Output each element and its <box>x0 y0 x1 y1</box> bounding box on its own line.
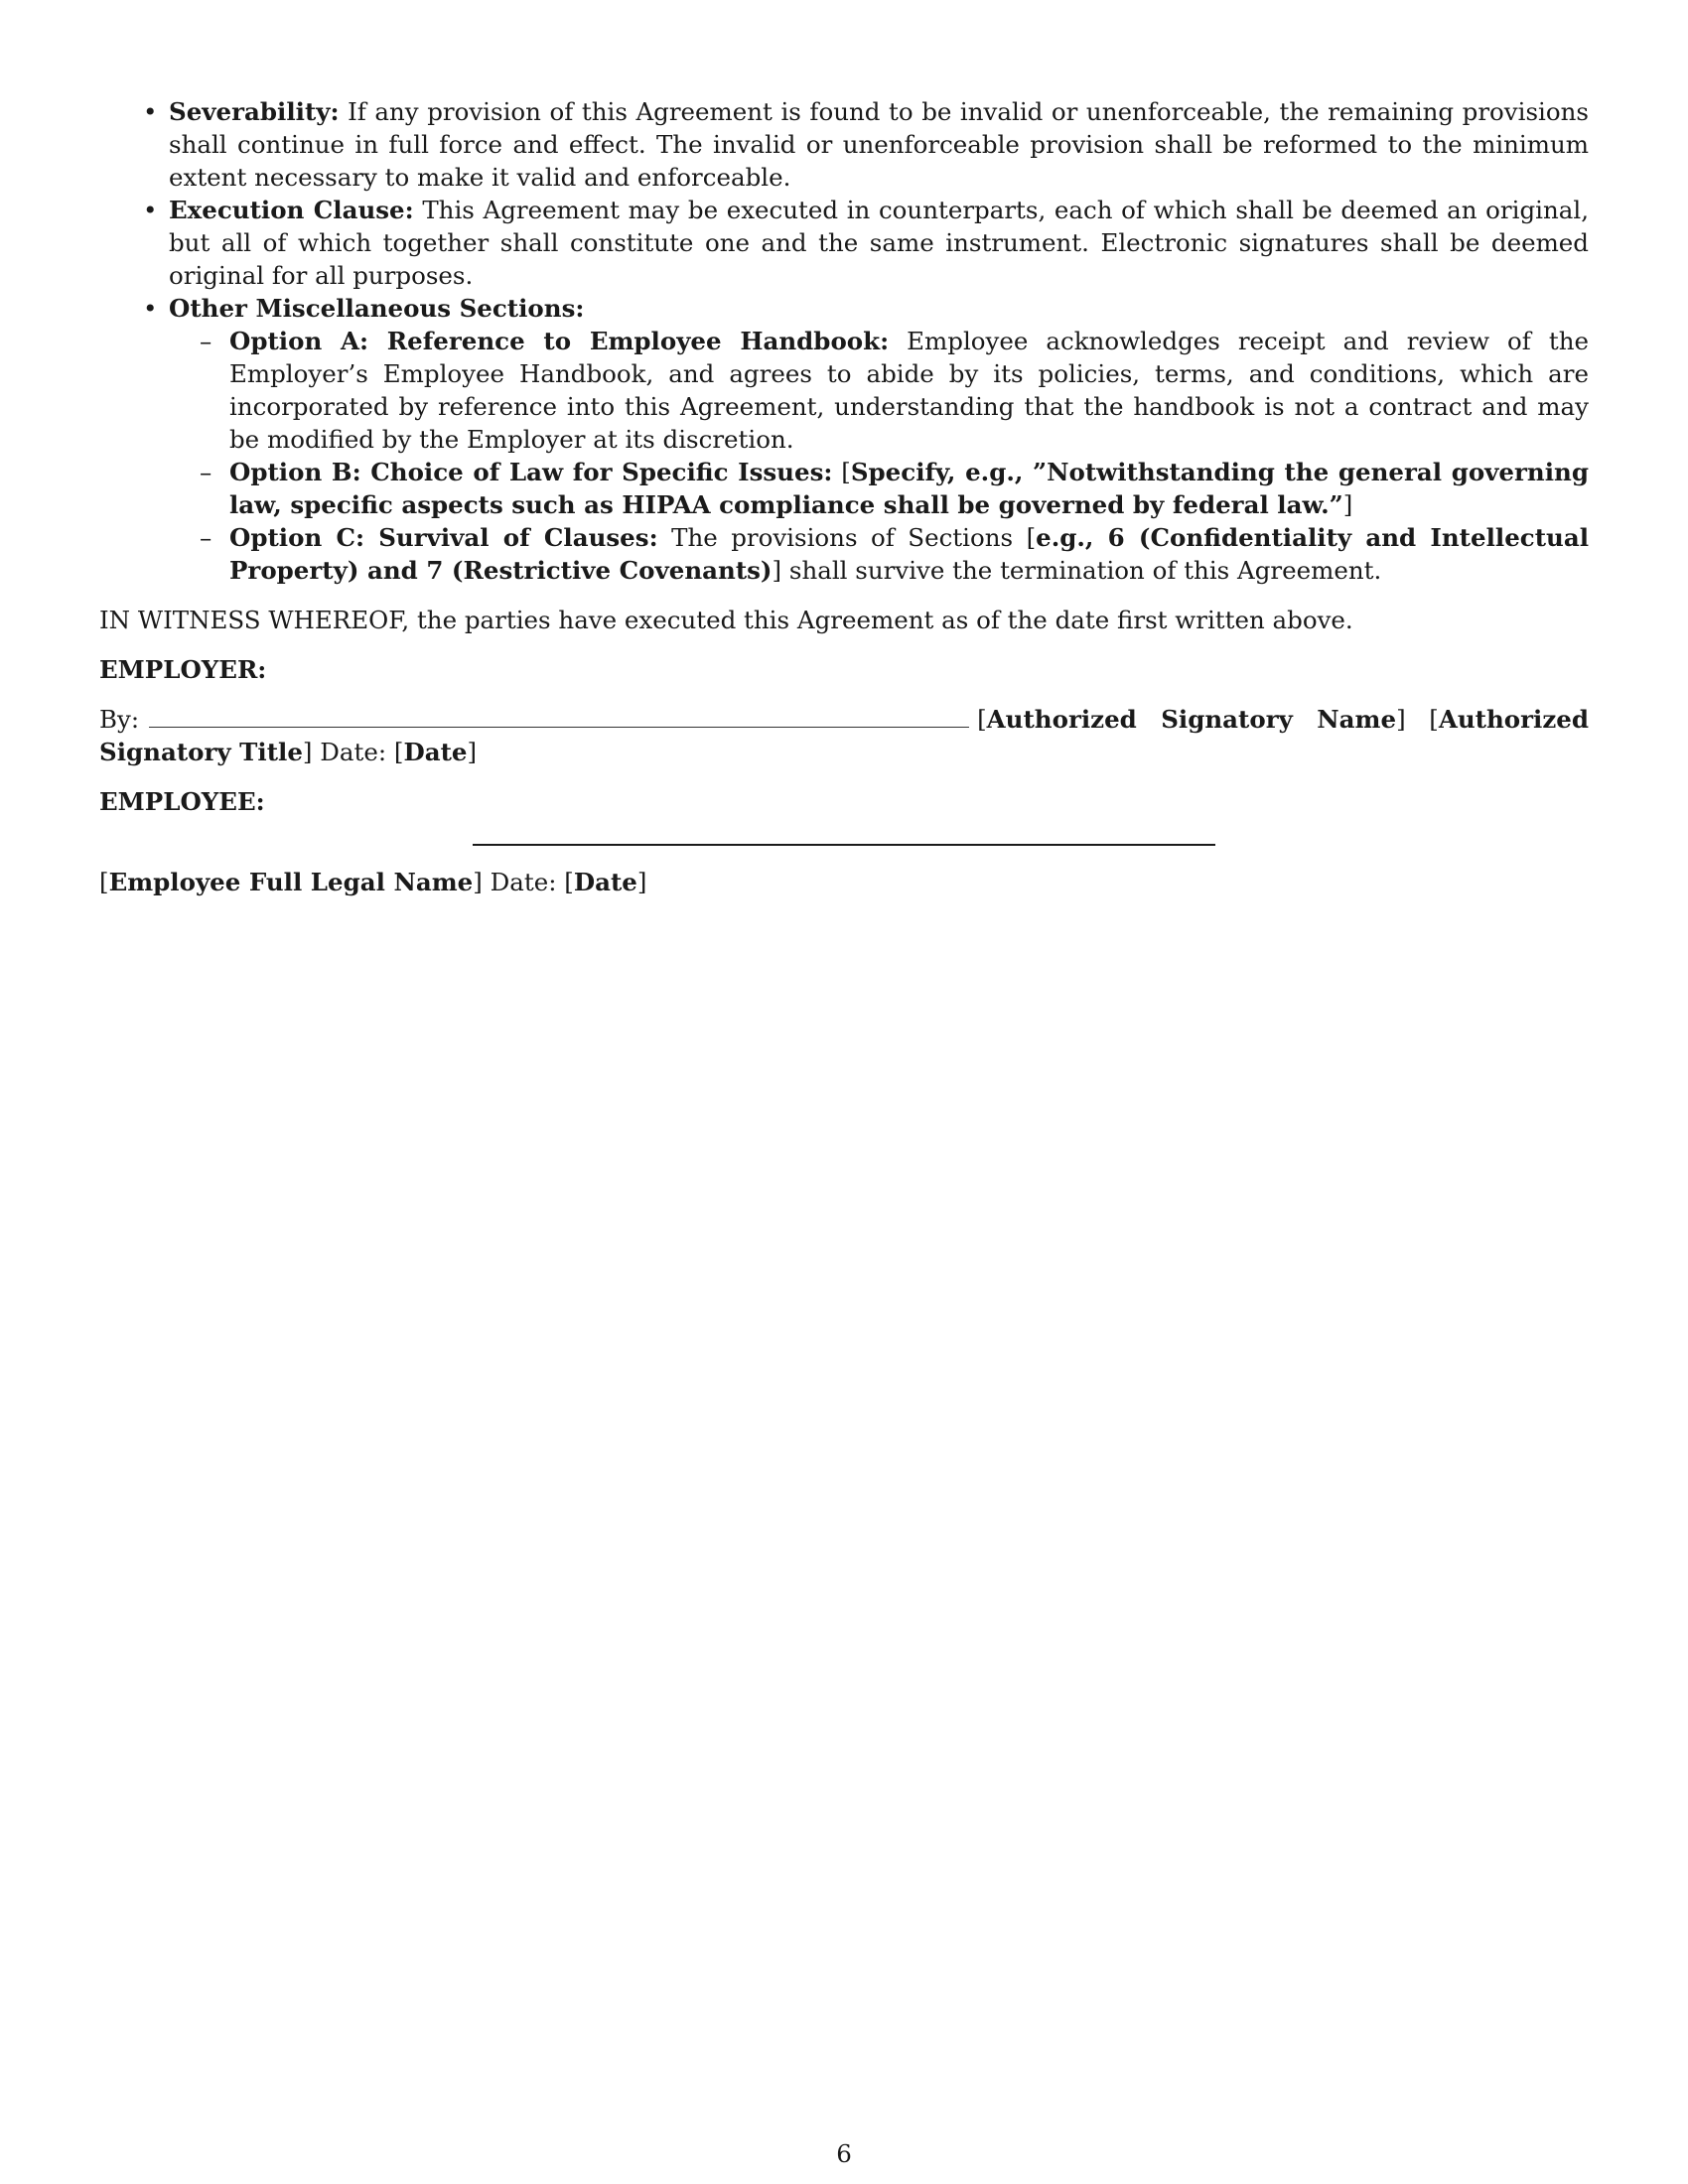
by-label: By: <box>99 705 140 734</box>
clause-label: Severability: <box>169 97 340 126</box>
clause-severability <box>143 95 1589 194</box>
employer-heading: EMPLOYER: <box>99 655 267 684</box>
employee-heading: EMPLOYEE: <box>99 787 265 816</box>
clause-label: Other Miscellaneous Sections: <box>169 294 585 323</box>
dash-icon: – <box>200 523 212 552</box>
option-text-before: The provisions of Sections <box>671 523 1014 552</box>
clause-label: Execution Clause: <box>169 196 414 224</box>
clause-misc <box>143 292 1590 587</box>
option-text-after: shall survive the termination of this Agreement. <box>788 556 1382 585</box>
employee-signature-block: [Employee Full Legal Name] Date: [Date] <box>99 868 647 896</box>
clause-list <box>99 95 1589 587</box>
option-list <box>169 325 1589 587</box>
bullet-icon: • <box>143 294 158 323</box>
employee-date-placeholder: Date <box>573 868 637 896</box>
option-label: Option B: Choice of Law for Specific Issues: <box>229 458 833 486</box>
option-a <box>200 325 1589 456</box>
witness-statement: IN WITNESS WHEREOF, the parties have executed this Agreement as of the date first written above. <box>99 606 1353 634</box>
option-bracket-text: Specify, e.g., ”Notwithstanding the general governing law, specific aspects such as HIPAA compliance shall be governed by federal law.” <box>229 458 1589 519</box>
employee-name-placeholder: Employee Full Legal Name <box>108 868 474 896</box>
bullet-icon: • <box>143 196 158 224</box>
option-label: Option C: Survival of Clauses: <box>229 523 658 552</box>
employer-date-placeholder: Date <box>403 738 468 766</box>
employer-signature-line[interactable] <box>149 703 969 728</box>
dash-icon: – <box>200 327 212 355</box>
signatory-title: Authorized Signatory Title <box>99 705 1589 766</box>
signatory-name: Authorized Signatory Name <box>986 705 1397 734</box>
option-b: – Option B: Choice of Law for Specific Issues: [Specify, e.g., ”Notwithstanding the general governing law, specific aspects such as HIPAA compliance shall be governed by federal law.”] <box>200 458 1589 519</box>
employer-signature-block: By: [Authorized Signatory Name] [Authorized Signatory Title] Date: [Date] <box>99 705 1589 766</box>
option-bracket-text: e.g., 6 (Confidentiality and Intellectual Property) and 7 (Restrictive Covenants) <box>229 523 1590 585</box>
bullet-icon: • <box>143 97 158 126</box>
dash-icon: – <box>200 458 212 486</box>
option-c: – Option C: Survival of Clauses: The provisions of Sections [e.g., 6 (Confidentiality and Intellectual Property) and 7 (Restrictive Covenants)] shall survive the termination of this Agreement. <box>200 523 1590 585</box>
employer-date-label: Date: <box>320 738 387 766</box>
clause-text: This Agreement may be executed in counterparts, each of which shall be deemed an original, but all of which together shall constitute one and the same instrument. Electronic signatures shall be deemed original for all purposes. <box>169 196 1589 290</box>
employee-date-label: Date: <box>490 868 557 896</box>
clause-text: If any provision of this Agreement is found to be invalid or unenforceable, the remaining provisions shall continue in full force and effect. The invalid or unenforceable provision shall be reformed to the minimum extent necessary to make it valid and enforceable. <box>169 97 1589 192</box>
option-label: Option A: Reference to Employee Handbook: <box>229 327 890 355</box>
option-text: Employee acknowledges receipt and review of the Employer’s Employee Handbook, and agrees to abide by its policies, terms, and conditions, which are incorporated by reference into this Agreement, understanding that the handbook is not a contract and may be modified by the Employer at its discretion. <box>229 327 1589 454</box>
document-page <box>99 95 1589 898</box>
page-number: 6 <box>836 2139 852 2168</box>
clause-execution <box>143 194 1589 292</box>
employee-signature-line[interactable] <box>473 844 1215 846</box>
